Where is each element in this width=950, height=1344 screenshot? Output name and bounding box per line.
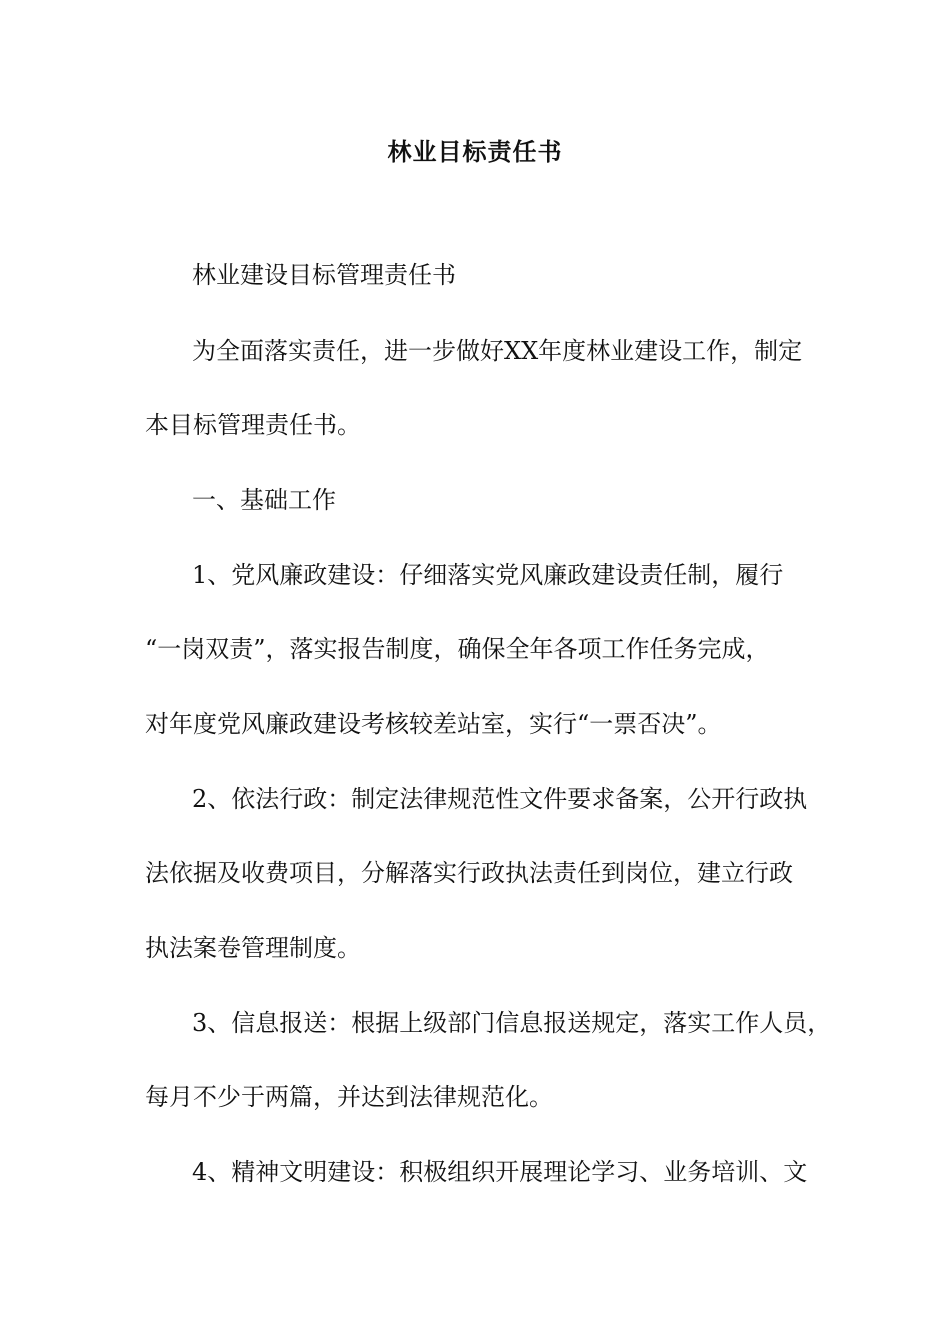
document-title: 林业目标责任书 (387, 137, 563, 166)
line-text: 3、信息报送：根据上级部门信息报送规定，落实工作人员， (192, 1009, 832, 1037)
line-text: “一岗双责”，落实报告制度，确保全年各项工作任务完成， (145, 635, 770, 663)
line-text: 为全面落实责任，进一步做好XX年度林业建设工作，制定 (192, 337, 803, 365)
line-text: 4、精神文明建设：积极组织开展理论学习、业务培训、文 (192, 1158, 808, 1186)
line-text: 林业建设目标管理责任书 (192, 261, 456, 289)
line-text: 2、依法行政：制定法律规范性文件要求备案，公开行政执 (192, 785, 808, 813)
line-text: 执法案卷管理制度。 (145, 934, 361, 962)
line-text: 法依据及收费项目，分解落实行政执法责任到岗位，建立行政 (145, 859, 793, 887)
line-text: 每月不少于两篇，并达到法律规范化。 (145, 1083, 553, 1111)
line-text: 1、党风廉政建设：仔细落实党风廉政建设责任制，履行 (192, 561, 784, 589)
line-text: 对年度党风廉政建设考核较差站室，实行“一票否决”。 (145, 710, 722, 738)
line-text: 本目标管理责任书。 (145, 411, 361, 439)
line-text: 一、基础工作 (192, 486, 336, 514)
